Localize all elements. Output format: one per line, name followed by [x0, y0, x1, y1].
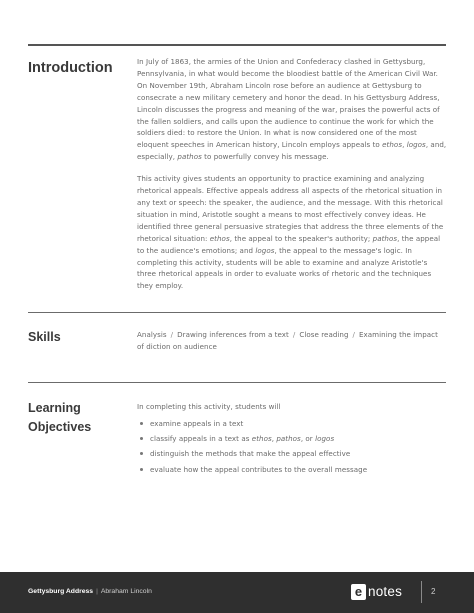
- footer-title: Gettysburg Address: [28, 588, 94, 595]
- objectives-body: [137, 401, 447, 474]
- enotes-logo-text: notes: [368, 584, 403, 599]
- introduction-body: [137, 56, 447, 292]
- list-item: distinguish the methods that make the appeal effective: [137, 449, 447, 458]
- skill-separator: /: [292, 330, 296, 339]
- footer-document-title: [28, 588, 152, 595]
- page-footer: [0, 572, 474, 613]
- skill-item: Close reading: [299, 330, 349, 339]
- objectives-intro: In completing this activity, students will: [137, 402, 281, 411]
- page-number: 2: [431, 587, 436, 596]
- objectives-heading-line-1: Learning: [28, 401, 81, 415]
- learning-objectives-heading: [28, 399, 128, 437]
- footer-separator: |: [96, 588, 98, 595]
- section-divider-1: [28, 312, 446, 313]
- list-item: classify appeals in a text as ethos, pathos, or logos: [137, 434, 447, 443]
- top-rule: [28, 44, 446, 46]
- list-item: examine appeals in a text: [137, 419, 447, 428]
- introduction-heading: Introduction: [28, 60, 113, 76]
- skill-separator: /: [352, 330, 355, 339]
- objectives-list: [137, 419, 447, 474]
- footer-subtitle: Abraham Lincoln: [100, 588, 152, 595]
- skill-item: Drawing inferences from a text: [177, 330, 289, 339]
- enotes-logo-icon: e: [351, 584, 366, 600]
- section-divider-2: [28, 382, 446, 383]
- skills-list: [137, 329, 447, 352]
- introduction-paragraph-1: In July of 1863, the armies of the Union and Confederacy clashed in Gettysburg, Pennsylvania, in what would become the bloodiest battle of the American Civil War. On November 19th, Abraham Lincoln rose before an audience at Gettysburg to consecrate a new military cemetery and honor the dead. In his Gettysburg Address, Lincoln discusses the progress and meaning of the war, praises the powerful acts of the fallen soldiers, and calls upon the audience to continue the work for which the soldiers died: to restore the Union. In what is now considered one of the most eloquent speeches in American history, Lincoln employs appeals to ethos, logos, and, especially, pathos to powerfully convey his message.: [137, 57, 447, 162]
- skill-item: Examining the impact of diction on audience: [137, 330, 438, 351]
- footer-divider: [421, 581, 422, 603]
- skills-heading: Skills: [28, 330, 61, 344]
- list-item: evaluate how the appeal contributes to the overall message: [137, 465, 447, 474]
- skill-separator: /: [170, 330, 174, 339]
- skill-item: Analysis: [137, 330, 167, 339]
- introduction-paragraph-2: This activity gives students an opportunity to practice examining and analyzing rhetorical appeals. Effective appeals address all aspects of the rhetorical situation in any text or speech: the speaker, the audience, and the message. With this rhetorical situation in mind, Aristotle sought a means to most effectively convey ideas. He identified three general persuasive strategies that address the three elements of the rhetorical situation: ethos, the appeal to the speaker's authority; pathos, the appeal to the audience's emotions; and logos, the appeal to the message's logic. In completing this activity, students will be able to examine and analyze Aristotle's three rhetorical appeals in order to evaluate works of rhetoric and the techniques they employ.: [137, 174, 444, 291]
- objectives-heading-line-2: Objectives: [28, 420, 92, 434]
